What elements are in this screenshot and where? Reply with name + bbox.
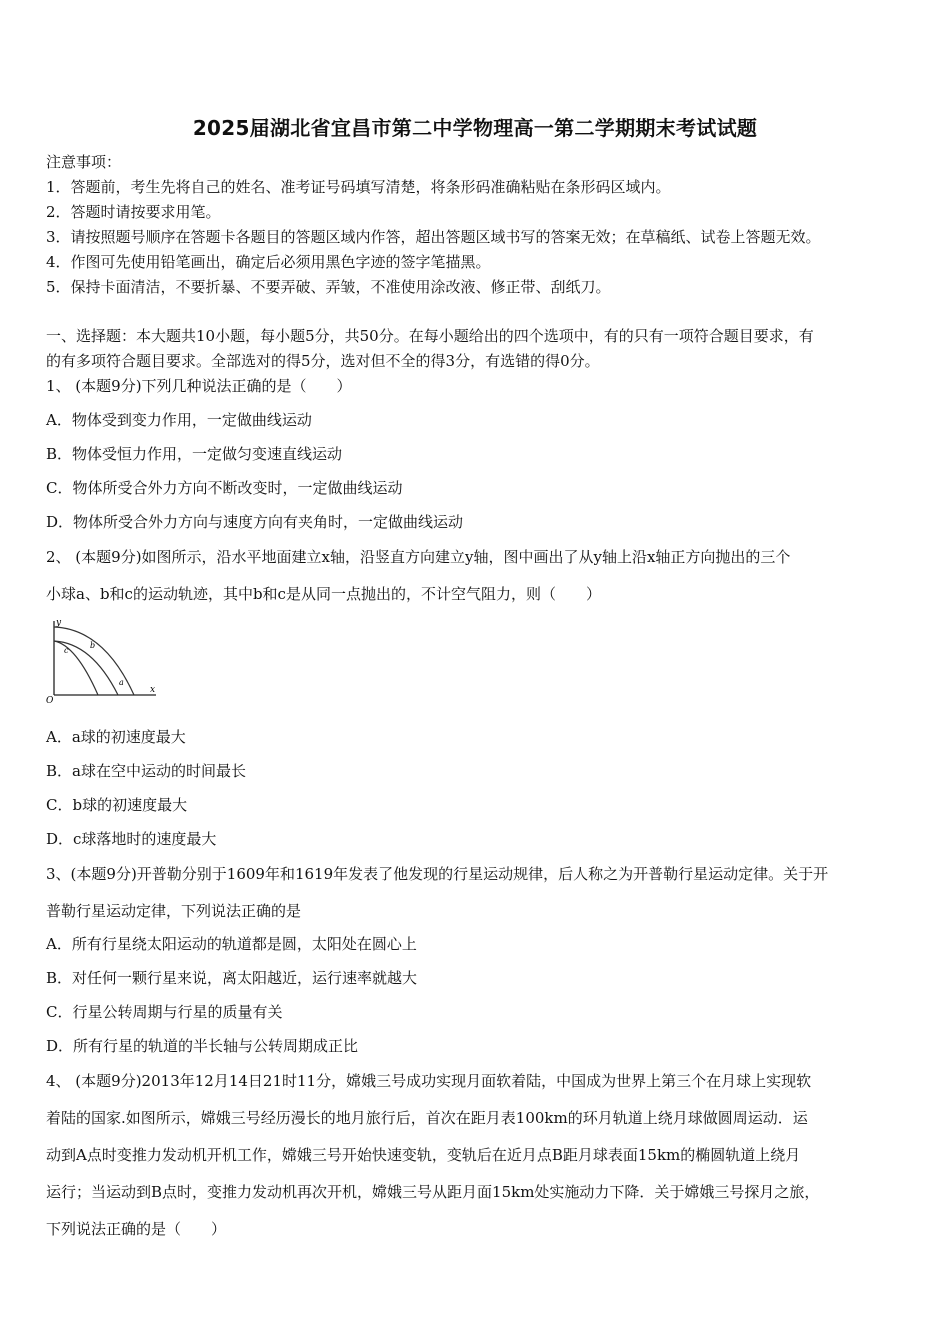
question-4-stem: 4、 (本题9分)2013年12月14日21时11分，嫦娥三号成功实现月面软着陆，中国成为世界上第三个在月球上实现软 (46, 1072, 812, 1090)
question-4-stem: 运行；当运动到B点时，变推力发动机再次开机，嫦娥三号从距月面15km处实施动力下降．关于嫦娥三号探月之旅， (46, 1183, 820, 1201)
question-2-option-b: B．a球在空中运动的时间最长 (46, 762, 246, 780)
notice-item: 4．作图可先使用铅笔画出，确定后必须用黑色字迹的签字笔描黑。 (46, 253, 491, 271)
question-3-stem: 3、(本题9分)开普勒分别于1609年和1619年发表了他发现的行星运动规律，后人称之为开普勒行星运动定律。关于开 (46, 865, 829, 883)
question-4-stem: 着陆的国家.如图所示，嫦娥三号经历漫长的地月旅行后，首次在距月表100km的环月轨道上绕月球做圆周运动．运 (46, 1109, 808, 1127)
question-1-option-a: A．物体受到变力作用，一定做曲线运动 (46, 411, 312, 429)
question-3-option-b: B．对任何一颗行星来说，离太阳越近，运行速率就越大 (46, 969, 418, 987)
question-1-option-d: D．物体所受合外力方向与速度方向有夹角时，一定做曲线运动 (46, 513, 464, 531)
question-3-stem: 普勒行星运动定律，下列说法正确的是 (46, 902, 302, 920)
question-2-option-d: D．c球落地时的速度最大 (46, 830, 217, 848)
question-1-option-b: B．物体受恒力作用，一定做匀变速直线运动 (46, 445, 343, 463)
section-intro: 的有多项符合题目要求。全部选对的得5分，选对但不全的得3分，有选错的得0分。 (46, 352, 600, 370)
notice-item: 5．保持卡面清洁，不要折暴、不要弄破、弄皱，不准使用涂改液、修正带、刮纸刀。 (46, 278, 611, 296)
question-2-stem: 小球a、b和c的运动轨迹，其中b和c是从同一点抛出的，不计空气阻力，则（ ） (46, 585, 601, 603)
notice-item: 3．请按照题号顺序在答题卡各题目的答题区域内作答，超出答题区域书写的答案无效；在草稿纸、试卷上答题无效。 (46, 228, 821, 246)
x-axis-label: x (150, 685, 156, 695)
curve-label-c: c (64, 646, 69, 655)
y-axis-label: y (56, 618, 62, 628)
question-3-option-c: C．行星公转周期与行星的质量有关 (46, 1003, 283, 1021)
question-3-option-a: A．所有行星绕太阳运动的轨道都是圆，太阳处在圆心上 (46, 935, 417, 953)
page-title: 2025届湖北省宜昌市第二中学物理高一第二学期期末考试试题 (192, 116, 758, 140)
notice-item: 2．答题时请按要求用笔。 (46, 203, 221, 221)
question-2-option-c: C．b球的初速度最大 (46, 796, 188, 814)
curve-label-a: a (119, 678, 124, 687)
question-2-option-a: A．a球的初速度最大 (46, 728, 186, 746)
curve-label-b: b (90, 641, 96, 650)
section-intro: 一、选择题：本大题共10小题，每小题5分，共50分。在每小题给出的四个选项中，有的只有一项符合题目要求，有 (46, 327, 814, 345)
question-3-option-d: D．所有行星的轨道的半长轴与公转周期成正比 (46, 1037, 359, 1055)
trajectory-figure (44, 615, 164, 705)
notice-item: 1．答题前，考生先将自己的姓名、准考证号码填写清楚，将条形码准确粘贴在条形码区域内。 (46, 178, 671, 196)
question-4-stem: 动到A点时变推力发动机开机工作，嫦娥三号开始快速变轨，变轨后在近月点B距月球表面15km的椭圆轨道上绕月 (46, 1146, 801, 1164)
question-1-stem: 1、 (本题9分)下列几种说法正确的是（ ） (46, 377, 352, 395)
question-2-stem: 2、 (本题9分)如图所示，沿水平地面建立x轴，沿竖直方向建立y轴，图中画出了从y轴上沿x轴正方向抛出的三个 (46, 548, 791, 566)
notice-heading: 注意事项： (46, 153, 122, 171)
origin-label: O (46, 696, 54, 705)
question-4-stem: 下列说法正确的是（ ） (46, 1220, 227, 1238)
question-1-option-c: C．物体所受合外力方向不断改变时，一定做曲线运动 (46, 479, 403, 497)
